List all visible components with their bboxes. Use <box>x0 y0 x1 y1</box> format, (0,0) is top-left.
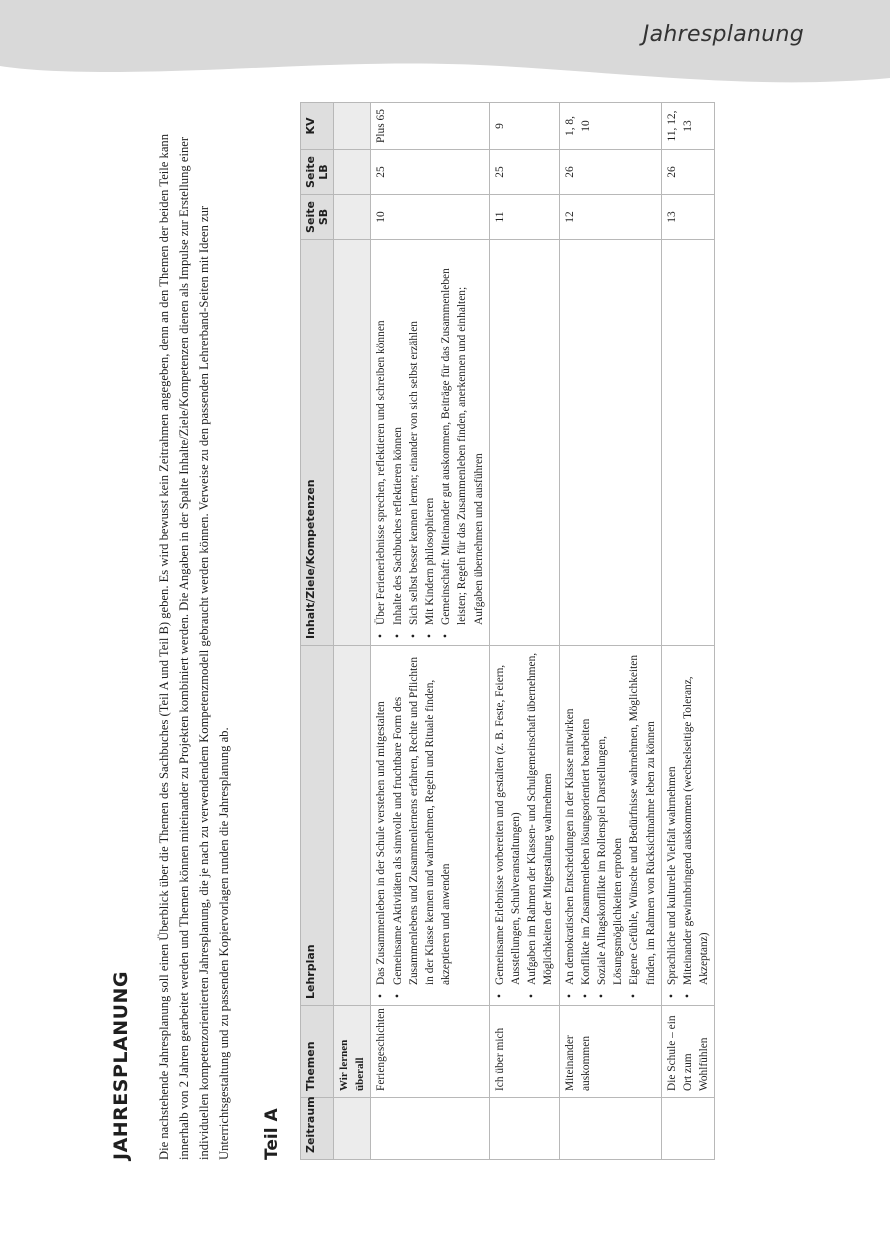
lehrplan-list <box>373 652 454 999</box>
cell-seite-sb: 13 <box>661 195 715 240</box>
cell-inhalt <box>489 240 559 646</box>
lehrplan-list <box>562 652 659 999</box>
table-subheader-row <box>334 103 371 1160</box>
cell-seite-lb: 26 <box>559 150 661 195</box>
inhalt-list <box>373 246 486 639</box>
lehrplan-item: • Gemeinsame Aktivitäten als sinnvolle und fruchtbare Form des Zusammenlebens und Zusammenlernens erfahren, Rechte und Pflichten in der Klasse kennen und wahrnehmen, Regeln und Rituale finden, akzeptieren und anwenden <box>390 652 455 999</box>
header-title: Jahresplanung <box>642 22 804 47</box>
cell-thema: Die Schule – ein Ort zum Wohlfühlen <box>661 1006 715 1098</box>
document-title: JAHRESPLANUNG <box>110 970 132 1160</box>
lehrplan-list <box>664 652 713 999</box>
lehrplan-item: • Das Zusammenleben in der Schule verstehen und mitgestalten <box>373 652 389 999</box>
cell-zeitraum <box>661 1098 715 1160</box>
cell-inhalt <box>661 240 715 646</box>
table-row <box>661 103 715 1160</box>
cell-seite-lb: 25 <box>489 150 559 195</box>
cell-inhalt <box>559 240 661 646</box>
header-lehrplan: Lehrplan <box>301 646 334 1006</box>
cell-zeitraum <box>371 1098 489 1160</box>
lehrplan-item: • Soziale Alltagskonflikte im Rollenspiel Darstellungen, Lösungsmöglichkeiten erproben <box>594 652 626 999</box>
cell-seite-sb: 12 <box>559 195 661 240</box>
section-heading: Teil A <box>262 1108 282 1160</box>
lehrplan-item: • Aufgaben im Rahmen der Klassen- und Schulgemeinschaft übernehmen, Möglichkeiten der Mitgestaltung wahrnehmen <box>524 652 556 999</box>
subheader-label: Wir lernen überall <box>338 1039 367 1091</box>
inhalt-item: • Gemeinschaft: Miteinander gut auskommen, Beiträge für das Zusammenleben leisten; Regeln für das Zusammenleben finden, anerkennen und einhalten; Aufgaben übernehmen und ausführen <box>438 246 487 639</box>
cell-seite-sb: 11 <box>489 195 559 240</box>
inhalt-item: • Sich selbst besser kennen lernen; einander von sich selbst erzählen <box>406 246 422 639</box>
header-zeitraum: Zeitraum <box>301 1098 334 1160</box>
lehrplan-list <box>492 652 557 999</box>
cell-lehrplan <box>489 646 559 1006</box>
cell-thema: Ich über mich <box>489 1006 559 1098</box>
lehrplan-item: • Konflikte im Zusammenleben lösungsorientiert bearbeiten <box>578 652 594 999</box>
lehrplan-item: • Eigene Gefühle, Wünsche und Bedürfnisse wahrnehmen, Möglichkeiten finden, im Rahmen von Rücksichtnahme leben zu können <box>626 652 658 999</box>
table-row <box>559 103 661 1160</box>
cell-kv: 11, 12, 13 <box>661 103 715 150</box>
table-header-row <box>301 103 334 1160</box>
table-row <box>371 103 489 1160</box>
lehrplan-item: • Sprachliche und kulturelle Vielfalt wahrnehmen <box>664 652 680 999</box>
cell-thema: Miteinander auskommen <box>559 1006 661 1098</box>
header-themen: Themen <box>301 1006 334 1098</box>
intro-paragraph: Die nachstehende Jahresplanung soll einen Überblick über die Themen des Sachbuches (Teil A und Teil B) geben. Es wird bewusst kein Zeitrahmen angegeben, denn an den Themen der beiden Teile kann innerhalb von 2 Jahren gearbeitet werden und Themen können miteinander zu Projekten kombiniert werden. Die Angaben in der Spalte Inhalte/Ziele/Kompetenzen dienen als Impulse zur Erstellung einer individuellen kompetenzorientierten Jahresplanung, die je nach zu verwendendem Kompetenzmodell gebraucht werden können. Verweise zu den passenden Lehrerband-Seiten mit Ideen zur Unterrichtsgestaltung und zu passenden Kopiervorlagen runden die Jahresplanung ab. <box>157 133 231 1160</box>
header-seite-sb: Seite SB <box>301 195 334 240</box>
inhalt-item: • Inhalte des Sachbuches reflektieren können <box>390 246 406 639</box>
header-inhalt: Inhalt/Ziele/Kompetenzen <box>301 240 334 646</box>
header-wave-band <box>0 0 890 100</box>
planning-table <box>300 102 715 1160</box>
cell-zeitraum <box>489 1098 559 1160</box>
cell-kv: 1, 8, 10 <box>559 103 661 150</box>
cell-seite-lb: 25 <box>371 150 489 195</box>
cell-seite-lb: 26 <box>661 150 715 195</box>
table-row <box>489 103 559 1160</box>
header-kv: KV <box>301 103 334 150</box>
inhalt-item: • Über Ferienerlebnisse sprechen, reflektieren und schreiben können <box>373 246 389 639</box>
lehrplan-item: • Miteinander gewinnbringend auskommen (wechselseitige Toleranz, Akzeptanz) <box>680 652 712 999</box>
cell-inhalt <box>371 240 489 646</box>
cell-lehrplan <box>371 646 489 1006</box>
lehrplan-item: • An demokratischen Entscheidungen in der Klasse mitwirken <box>562 652 578 999</box>
header-seite-lb: Seite LB <box>301 150 334 195</box>
cell-thema: Feriengeschichten <box>371 1006 489 1098</box>
cell-kv: Plus 65 <box>371 103 489 150</box>
rotated-page-content <box>110 100 820 1160</box>
cell-lehrplan <box>559 646 661 1006</box>
cell-zeitraum <box>559 1098 661 1160</box>
cell-lehrplan <box>661 646 715 1006</box>
inhalt-item: • Mit Kindern philosophieren <box>422 246 438 639</box>
cell-seite-sb: 10 <box>371 195 489 240</box>
lehrplan-item: • Gemeinsame Erlebnisse vorbereiten und gestalten (z. B. Feste, Feiern, Ausstellungen, Schulveranstaltungen) <box>492 652 524 999</box>
cell-kv: 9 <box>489 103 559 150</box>
